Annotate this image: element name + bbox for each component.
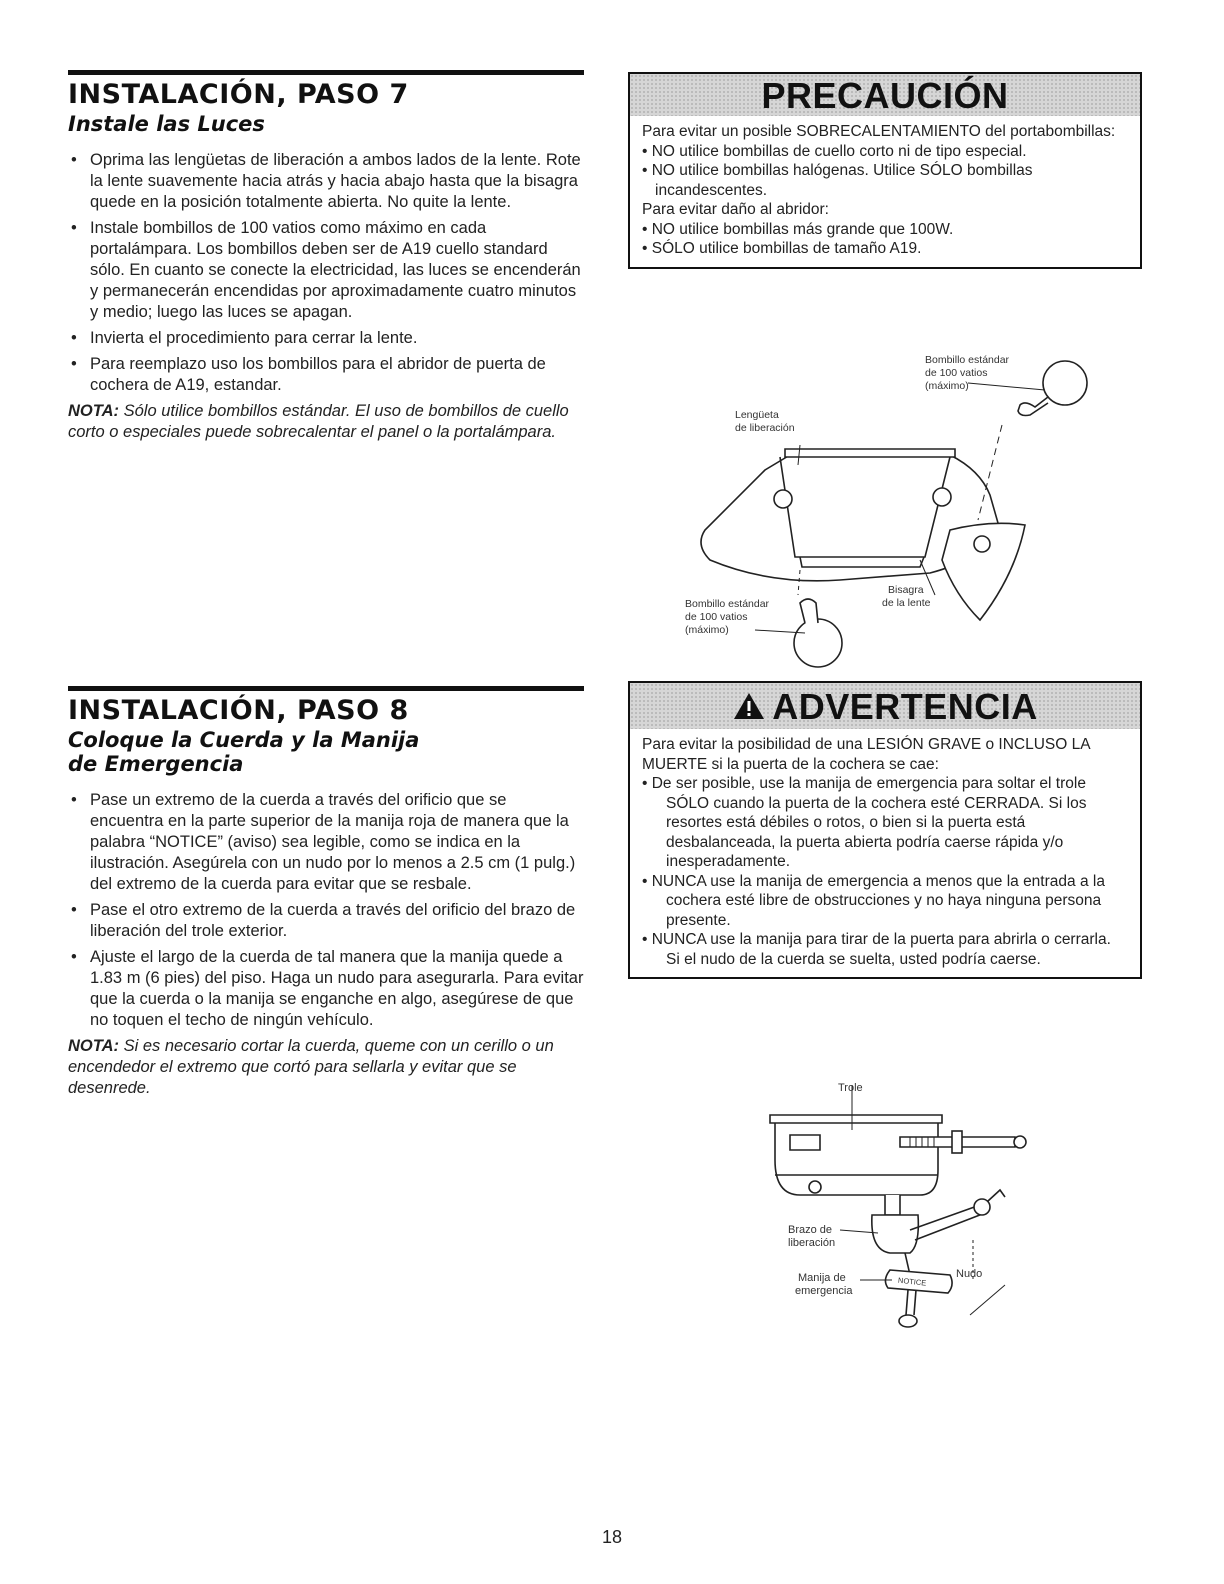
note-text: Si es necesario cortar la cuerda, queme con un cerillo o un encendedor el extremo que cortó para sellarla y evitar que se desenrede.: [68, 1037, 554, 1097]
svg-text:(máximo): [685, 624, 729, 636]
list-item: • Pase el otro extremo de la cuerda a través del orificio del brazo de liberación del trole exterior.: [68, 900, 584, 942]
warning-triangle-icon: [732, 691, 766, 721]
svg-text:(máximo): [925, 380, 969, 392]
fig1-label: Bisagra: [888, 584, 924, 596]
step7-list: [68, 150, 584, 396]
fig2-label: Manija de: [798, 1272, 846, 1284]
warning-box: [628, 681, 1142, 979]
fig2-label: Nudo: [956, 1268, 983, 1280]
warning-line: Para evitar la posibilidad de una LESIÓN GRAVE o INCLUSO LA MUERTE si la puerta de la cochera se cae:: [642, 736, 1090, 773]
fig1-label: (máximo): [925, 380, 969, 392]
list-item: • Invierta el procedimiento para cerrar la lente.: [68, 328, 584, 349]
caution-box: [628, 72, 1142, 269]
notice-label: NOTICE: [897, 1275, 927, 1288]
note-text: Sólo utilice bombillos estándar. El uso de bombillos de cuello corto o especiales puede sobrecalentar el panel o la portalámpara.: [68, 402, 569, 441]
svg-text:Trole: [838, 1082, 863, 1094]
caution-item: • NO utilice bombillas más grande que 100W.: [642, 220, 954, 238]
warning-item: • De ser posible, use la manija de emergencia para soltar el trole SÓLO cuando la puerta de la cochera esté CERRADA. Si los resortes está débiles o rotos, o bien si la puerta está desbalanceada, la puerta abierta podría caerse rápida y/o inesperadamente.: [642, 775, 1087, 870]
svg-text:de la lente: [882, 597, 931, 609]
fig1-label: de liberación: [735, 422, 795, 434]
caution-body: [630, 116, 1140, 267]
svg-text:Lengüeta: [735, 409, 779, 421]
caution-heading: PRECAUCIÓN: [761, 75, 1009, 116]
caution-item: • NO utilice bombillas halógenas. Utilice SÓLO bombillas incandescentes.: [642, 162, 1033, 199]
step8-subtitle-line: Coloque la Cuerda y la Manija: [68, 728, 420, 752]
warning-item: • NUNCA use la manija para tirar de la puerta para abrirla o cerrarla. Si el nudo de la cuerda se suelta, usted podría caerse.: [642, 931, 1111, 968]
list-item: • Oprima las lengüetas de liberación a ambos lados de la lente. Rote la lente suavemente hacia atrás y hacia abajo hasta que la bisagra quede en la posición totalmente abierta. No quite la lente.: [68, 150, 584, 213]
warning-heading: ADVERTENCIA: [772, 686, 1038, 727]
fig2-label: emergencia: [795, 1285, 853, 1297]
step8-title: INSTALACIÓN, PASO 8: [68, 695, 409, 726]
svg-text:Bombillo estándar: [685, 598, 770, 610]
warning-body: [630, 729, 1140, 977]
fig1-label: Bombillo estándar: [925, 354, 1010, 366]
fig2-label: Trole: [838, 1082, 863, 1094]
svg-text:de liberación: [735, 422, 795, 434]
svg-text:de 100 vatios: [925, 367, 987, 379]
fig1-label: de 100 vatios: [925, 367, 988, 379]
list-item: • Pase un extremo de la cuerda a través del orificio que se encuentra en la parte superior de la manija roja de manera que la palabra “NOTICE” (aviso) sea legible, como se indica en la ilustración. Asegúrela con un nudo por lo menos a 2.5 cm (1 pulg.) del extremo de la cuerda para evitar que se resbale.: [68, 790, 584, 895]
svg-text:Nudo: [956, 1268, 982, 1280]
step8-subtitle-line: de Emergencia: [68, 752, 244, 776]
step7-title: INSTALACIÓN, PASO 7: [68, 79, 409, 110]
step8-subtitle: [68, 728, 584, 776]
svg-text:liberación: [788, 1237, 835, 1249]
section-rule: [68, 686, 584, 691]
fig1-label: Lengüeta: [735, 409, 779, 421]
svg-text:Manija de: [798, 1272, 846, 1284]
step8-list: [68, 790, 584, 1031]
trolley-illustration: [760, 1075, 1060, 1345]
caution-item: • NO utilice bombillas de cuello corto ni de tipo especial.: [642, 142, 1027, 160]
page-number: 18: [601, 1527, 623, 1547]
fig1-label: de la lente: [882, 597, 931, 609]
warning-heading-wrap: [732, 687, 1038, 727]
step7-note: [68, 401, 584, 443]
list-item: • Instale bombillos de 100 vatios como máximo en cada portalámpara. Los bombillos deben ser de A19 cuello standard sólo. En cuanto se conecte la electricidad, las luces se encenderán y permanecerán encendidas por aproximadamente cuatro minutos y medio; luego las luces se apagan.: [68, 218, 584, 323]
section-rule: [68, 70, 584, 75]
fig1-label: de 100 vatios: [685, 611, 748, 623]
warning-header: [630, 683, 1140, 729]
note-label: NOTA:: [68, 1037, 120, 1055]
list-item: • Para reemplazo uso los bombillos para el abridor de puerta de cochera de A19, estandar.: [68, 354, 584, 396]
warning-item: • NUNCA use la manija de emergencia a menos que la entrada a la cochera esté libre de obstrucciones y no haya ninguna persona presente.: [642, 872, 1105, 929]
caution-line: Para evitar un posible SOBRECALENTAMIENTO del portabombillas:: [642, 123, 1116, 140]
svg-text:Brazo de: [788, 1224, 832, 1236]
step7-section: [68, 70, 584, 443]
svg-text:Bisagra: [888, 584, 924, 596]
step8-section: [68, 686, 584, 1099]
svg-text:Bombillo estándar: [925, 354, 1010, 366]
caution-header: [630, 74, 1140, 116]
fig2-label: liberación: [788, 1237, 836, 1249]
step8-note: [68, 1036, 584, 1099]
fig2-label: Brazo de: [788, 1224, 833, 1236]
list-item: • Ajuste el largo de la cuerda de tal manera que la manija quede a 1.83 m (6 pies) del piso. Haga un nudo para asegurarla. Para evitar que la cuerda o la manija se enganche en algo, asegúrese de que no toquen el techo de ningún vehículo.: [68, 947, 584, 1031]
fig1-label: Bombillo estándar: [685, 598, 770, 610]
step7-subtitle: Instale las Luces: [68, 112, 265, 136]
note-label: NOTA:: [68, 402, 120, 420]
svg-text:de 100 vatios: [685, 611, 747, 623]
caution-line: Para evitar daño al abridor:: [642, 201, 829, 218]
svg-text:emergencia: [795, 1285, 853, 1297]
lens-illustration: [680, 345, 1150, 690]
caution-item: • SÓLO utilice bombillas de tamaño A19.: [642, 240, 922, 257]
fig1-label: (máximo): [685, 624, 729, 636]
